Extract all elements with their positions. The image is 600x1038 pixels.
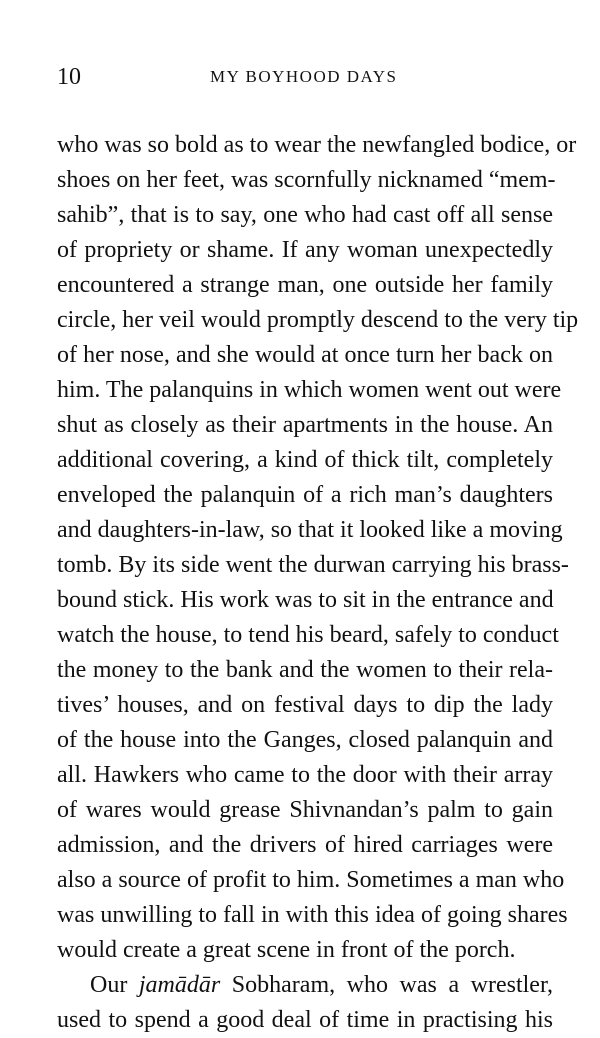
text-line: enveloped the palanquin of a rich man’s daughters <box>57 482 553 508</box>
line-suffix: Sobharam, who was a wrestler, <box>220 972 553 998</box>
text-line: also a source of profit to him. Sometimes a man who <box>57 867 565 893</box>
body-text <box>57 128 579 1038</box>
paragraph-start-line <box>57 968 553 1003</box>
text-line: and daughters-in-law, so that it looked like a moving <box>57 517 563 543</box>
page-number: 10 <box>57 64 81 90</box>
text-line: encountered a strange man, one outside her family <box>57 272 553 298</box>
text-line: additional covering, a kind of thick tilt, completely <box>57 447 553 473</box>
text-line: all. Hawkers who came to the door with their array <box>57 762 553 788</box>
text-line: of wares would grease Shivnandan’s palm to gain <box>57 797 553 823</box>
text-line: was unwilling to fall in with this idea of going shares <box>57 902 568 928</box>
italic-term: jamādār <box>138 972 221 998</box>
text-line: of the house into the Ganges, closed palanquin and <box>57 727 553 753</box>
line-prefix: Our <box>90 972 139 998</box>
text-line: shoes on her feet, was scornfully nicknamed “mem- <box>57 167 556 193</box>
text-line: sahib”, that is to say, one who had cast off all sense <box>57 202 553 228</box>
text-line: the money to the bank and the women to their rela- <box>57 657 553 683</box>
text-line: watch the house, to tend his beard, safely to conduct <box>57 622 559 648</box>
running-head: MY BOYHOOD DAYS <box>210 67 398 86</box>
text-line: shut as closely as their apartments in the house. An <box>57 412 553 438</box>
text-line: tives’ houses, and on festival days to dip the lady <box>57 692 553 718</box>
text-line: circle, her veil would promptly descend to the very tip <box>57 307 579 333</box>
text-line: him. The palanquins in which women went out were <box>57 377 562 403</box>
page-header <box>0 62 600 92</box>
text-line: bound stick. His work was to sit in the entrance and <box>57 587 554 613</box>
text-line: tomb. By its side went the durwan carrying his brass- <box>57 552 569 578</box>
text-line: who was so bold as to wear the newfangled bodice, or <box>57 132 577 158</box>
text-line: of propriety or shame. If any woman unexpectedly <box>57 237 553 263</box>
text-line: of her nose, and she would at once turn her back on <box>57 342 553 368</box>
text-line: used to spend a good deal of time in practising his <box>57 1007 553 1033</box>
paragraph-end-line: would create a great scene in front of the porch. <box>57 937 516 963</box>
text-line: admission, and the drivers of hired carriages were <box>57 832 553 858</box>
